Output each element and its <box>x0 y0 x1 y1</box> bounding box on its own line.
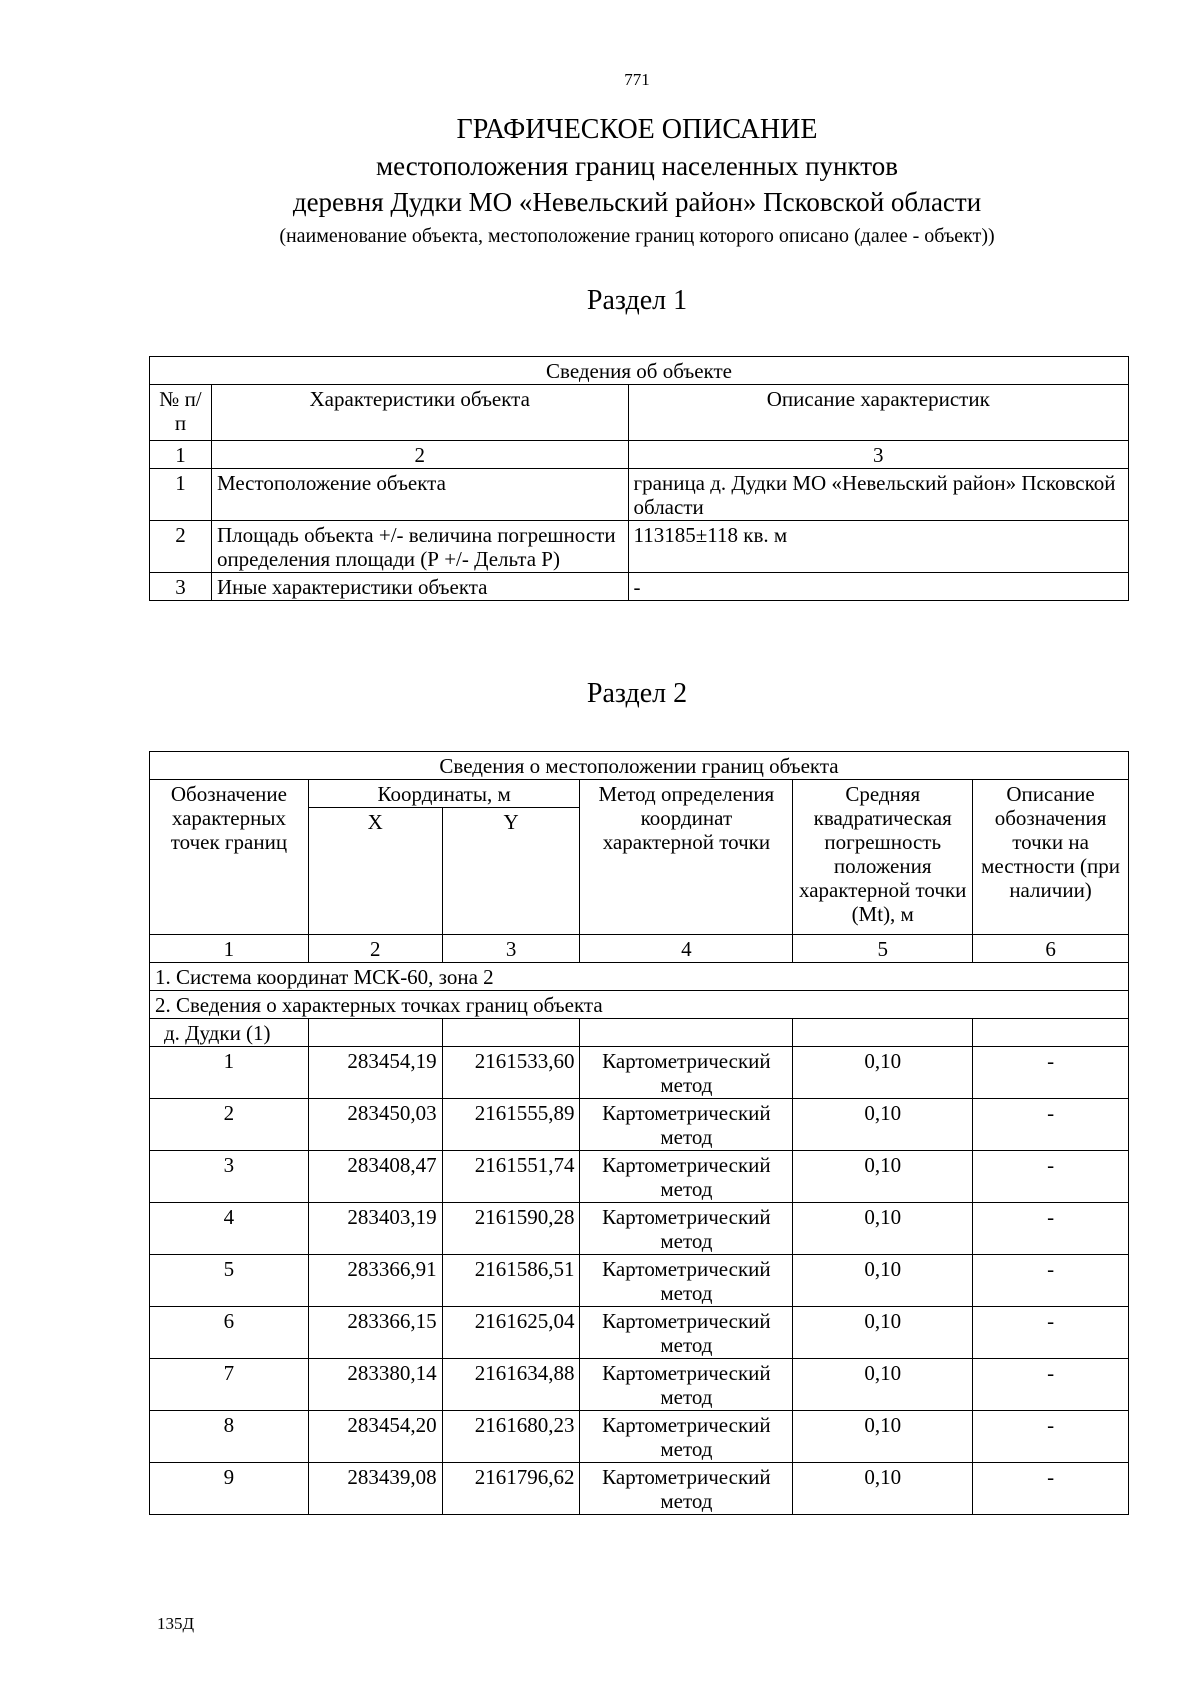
error-value: 0,10 <box>793 1255 973 1307</box>
row-characteristic: Площадь объекта +/- величина погрешности определения площади (Р +/- Дельта Р) <box>211 521 628 573</box>
row-description: граница д. Дудки МО «Невельский район» Псковской области <box>628 469 1128 521</box>
point-description: - <box>973 1307 1129 1359</box>
coord-y: 2161590,28 <box>442 1203 580 1255</box>
error-value: 0,10 <box>793 1359 973 1411</box>
point-description: - <box>973 1151 1129 1203</box>
header-error: Средняя квадратическая погрешность положения характерной точки (Mt), м <box>793 780 973 935</box>
table-row <box>150 1151 1129 1203</box>
method: Картометрический метод <box>580 1359 793 1411</box>
table-row <box>150 1203 1129 1255</box>
table-row <box>150 1047 1129 1099</box>
header-description: Описание обозначения точки на местности (при наличии) <box>973 780 1129 935</box>
point-number: 3 <box>150 1151 309 1203</box>
coord-x: 283454,19 <box>308 1047 442 1099</box>
error-value: 0,10 <box>793 1099 973 1151</box>
method: Картометрический метод <box>580 1099 793 1151</box>
coord-y: 2161551,74 <box>442 1151 580 1203</box>
row-characteristic: Местоположение объекта <box>211 469 628 521</box>
method: Картометрический метод <box>580 1255 793 1307</box>
table2-caption: Сведения о местоположении границ объекта <box>150 752 1129 780</box>
coord-x: 283439,08 <box>308 1463 442 1515</box>
table-row <box>150 1359 1129 1411</box>
coord-y: 2161555,89 <box>442 1099 580 1151</box>
error-value: 0,10 <box>793 1411 973 1463</box>
empty-cell <box>580 1019 793 1047</box>
method: Картометрический метод <box>580 1203 793 1255</box>
point-number: 1 <box>150 1047 309 1099</box>
section1-title: Раздел 1 <box>586 285 688 316</box>
empty-cell <box>793 1019 973 1047</box>
point-description: - <box>973 1047 1129 1099</box>
document-title: ГРАФИЧЕСКОЕ ОПИСАНИЕ <box>456 114 818 145</box>
table1-header-description: Описание характеристик <box>628 385 1128 441</box>
coord-y: 2161533,60 <box>442 1047 580 1099</box>
table-row <box>150 1411 1129 1463</box>
error-value: 0,10 <box>793 1203 973 1255</box>
points-body <box>150 1047 1129 1515</box>
point-description: - <box>973 1255 1129 1307</box>
page-number: 771 <box>624 70 650 89</box>
table1-colnum: 3 <box>628 441 1128 469</box>
table2-colnum: 3 <box>442 935 580 963</box>
header-point: Обозначение характерных точек границ <box>150 780 309 935</box>
coord-y: 2161586,51 <box>442 1255 580 1307</box>
coord-y: 2161634,88 <box>442 1359 580 1411</box>
document-note: (наименование объекта, местоположение границ которого описано (далее - объект)) <box>279 225 995 247</box>
footer-code: 135Д <box>157 1614 195 1633</box>
table-row <box>150 1307 1129 1359</box>
point-number: 7 <box>150 1359 309 1411</box>
row-num: 1 <box>150 469 212 521</box>
row-characteristic: Иные характеристики объекта <box>211 573 628 601</box>
table1-colnum: 2 <box>211 441 628 469</box>
coord-x: 283408,47 <box>308 1151 442 1203</box>
point-description: - <box>973 1203 1129 1255</box>
error-value: 0,10 <box>793 1047 973 1099</box>
table-row <box>150 1463 1129 1515</box>
section2-title: Раздел 2 <box>586 678 688 709</box>
table2-colnum: 6 <box>973 935 1129 963</box>
coord-y: 2161625,04 <box>442 1307 580 1359</box>
coord-y: 2161796,62 <box>442 1463 580 1515</box>
coord-x: 283403,19 <box>308 1203 442 1255</box>
point-number: 5 <box>150 1255 309 1307</box>
row-num: 2 <box>150 521 212 573</box>
table1-colnum: 1 <box>150 441 212 469</box>
points-info-row: 2. Сведения о характерных точках границ объекта <box>150 991 1129 1019</box>
boundary-points-table <box>149 751 1129 1515</box>
row-description: - <box>628 573 1128 601</box>
table-row <box>150 521 1129 573</box>
table2-colnum: 5 <box>793 935 973 963</box>
table1-header-num: № п/п <box>150 385 212 441</box>
method: Картометрический метод <box>580 1151 793 1203</box>
coordinate-system-row: 1. Система координат МСК-60, зона 2 <box>150 963 1129 991</box>
point-number: 4 <box>150 1203 309 1255</box>
table2-colnum: 4 <box>580 935 793 963</box>
coord-x: 283366,91 <box>308 1255 442 1307</box>
table1-header-characteristic: Характеристики объекта <box>211 385 628 441</box>
table-row <box>150 1099 1129 1151</box>
row-num: 3 <box>150 573 212 601</box>
object-info-table <box>149 356 1129 601</box>
table1-caption: Сведения об объекте <box>150 357 1129 385</box>
point-description: - <box>973 1411 1129 1463</box>
table-row <box>150 469 1129 521</box>
group-label: д. Дудки (1) <box>150 1019 309 1047</box>
document-subtitle-line2: деревня Дудки МО «Невельский район» Псковской области <box>292 187 982 217</box>
document-subtitle-line1: местоположения границ населенных пунктов <box>376 151 898 181</box>
coord-x: 283450,03 <box>308 1099 442 1151</box>
coord-x: 283366,15 <box>308 1307 442 1359</box>
method: Картометрический метод <box>580 1047 793 1099</box>
table-row <box>150 1255 1129 1307</box>
point-number: 2 <box>150 1099 309 1151</box>
header-x: X <box>308 808 442 935</box>
point-description: - <box>973 1099 1129 1151</box>
method: Картометрический метод <box>580 1411 793 1463</box>
empty-cell <box>308 1019 442 1047</box>
empty-cell <box>442 1019 580 1047</box>
row-description: 113185±118 кв. м <box>628 521 1128 573</box>
point-number: 8 <box>150 1411 309 1463</box>
error-value: 0,10 <box>793 1463 973 1515</box>
point-description: - <box>973 1359 1129 1411</box>
table2-colnum: 2 <box>308 935 442 963</box>
header-y: Y <box>442 808 580 935</box>
coord-y: 2161680,23 <box>442 1411 580 1463</box>
header-method: Метод определения координат характерной точки <box>580 780 793 935</box>
error-value: 0,10 <box>793 1151 973 1203</box>
error-value: 0,10 <box>793 1307 973 1359</box>
point-number: 9 <box>150 1463 309 1515</box>
point-number: 6 <box>150 1307 309 1359</box>
method: Картометрический метод <box>580 1463 793 1515</box>
coord-x: 283454,20 <box>308 1411 442 1463</box>
table2-colnum: 1 <box>150 935 309 963</box>
header-coords: Координаты, м <box>308 780 580 808</box>
empty-cell <box>973 1019 1129 1047</box>
method: Картометрический метод <box>580 1307 793 1359</box>
coord-x: 283380,14 <box>308 1359 442 1411</box>
point-description: - <box>973 1463 1129 1515</box>
table-row <box>150 573 1129 601</box>
